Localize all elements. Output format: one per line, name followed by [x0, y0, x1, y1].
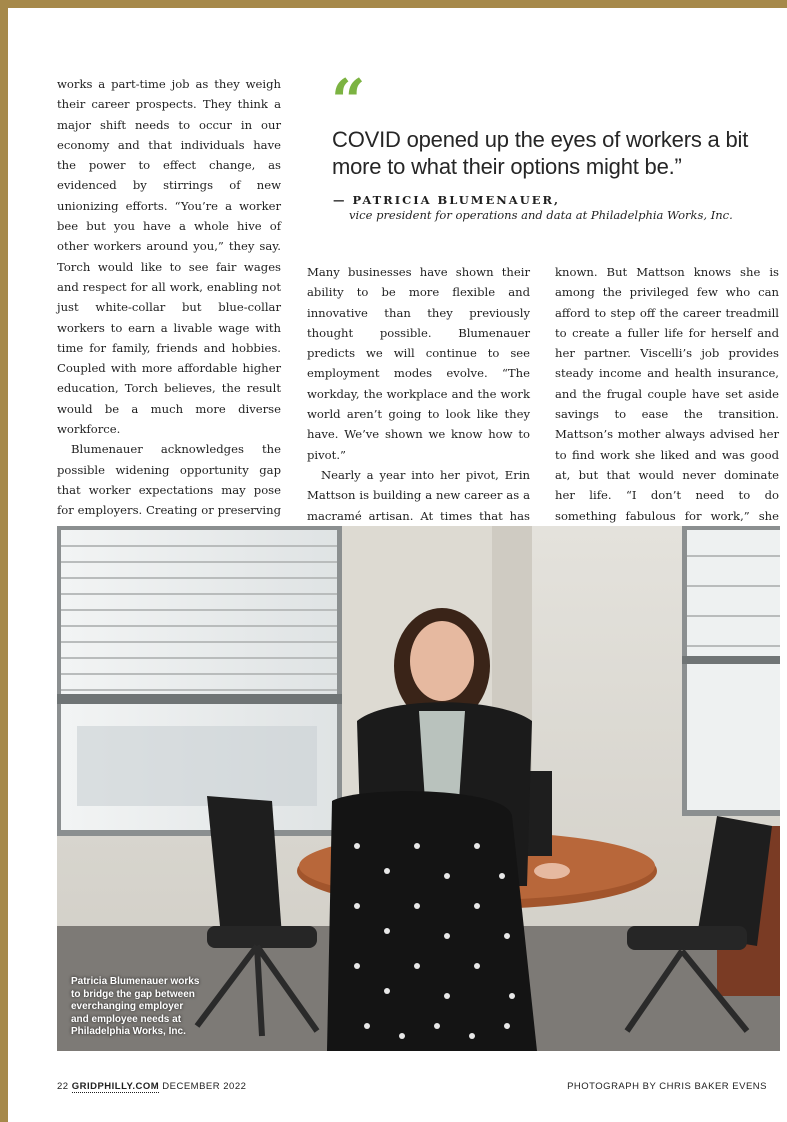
paragraph: Blumenauer acknowledges the possible widening opportunity gap that worker expectations may pose for employers. Creating or preserving	[57, 442, 281, 518]
page-number: 22	[57, 1081, 69, 1092]
site-link[interactable]: GRIDPHILLY.COM	[71, 1081, 160, 1092]
pull-quote-attribution-title: vice president for operations and data at Philadelphia Works, Inc.	[349, 208, 733, 222]
paragraph: Nearly a year into her pivot, Erin Mattson is building a new career as a macramé artisan. At times that has	[307, 467, 530, 523]
pull-quote-attribution-name: — PATRICIA BLUMENAUER,	[333, 193, 561, 207]
paragraph: Many businesses have shown their ability to be more flexible and innovative than they previously thought possible. Blumenauer predicts we will continue to see employment modes evolve. “The workday, the workplace and the work world aren’t going to look like they have. We’ve shown we know how to pivot.”	[307, 265, 530, 462]
paragraph: works a part-time job as they weigh their career prospects. They think a major shift needs to occur in our economy and that individuals have the power to effect change, as evidenced by stirrings of new unionizing efforts. “You’re a worker bee but you have a whole hive of other workers around you,” they say. Torch would like to see fair wages and respect for all work, enabling not just white-collar but blue-collar workers to earn a livable wage with time for family, friends and hobbies. Coupled with more affordable higher education, Torch believes, the result would be a much more diverse workforce.	[57, 77, 281, 437]
photo-illustration	[57, 526, 780, 1051]
page-frame-left	[0, 0, 8, 1122]
photo-credit: PHOTOGRAPH BY CHRIS BAKER EVENS	[567, 1081, 767, 1092]
pull-quote: COVID opened up the eyes of workers a bit more to what their options might be.”	[332, 127, 749, 179]
quote-mark-icon: “	[331, 72, 366, 112]
paragraph: known. But Mattson knows she is among the privileged few who can afford to step off the career treadmill to create a fuller life for herself and her partner. Viscelli’s job provides steady income and health insurance, and the frugal couple have set aside savings to ease the transition. Mattson’s mother always advised her to find work she liked and was good at, but that would never dominate her life. “I don’t need to do something fabulous for work,” she	[555, 265, 779, 523]
photo-caption: Patricia Blumenauer works to bridge the gap between everchanging employer and employee needs at Philadelphia Works, Inc.	[71, 976, 200, 1037]
portrait-photo	[57, 526, 780, 1051]
issue-date: DECEMBER 2022	[162, 1081, 247, 1092]
footer-folio	[57, 1081, 246, 1092]
page-frame-top	[0, 0, 787, 8]
